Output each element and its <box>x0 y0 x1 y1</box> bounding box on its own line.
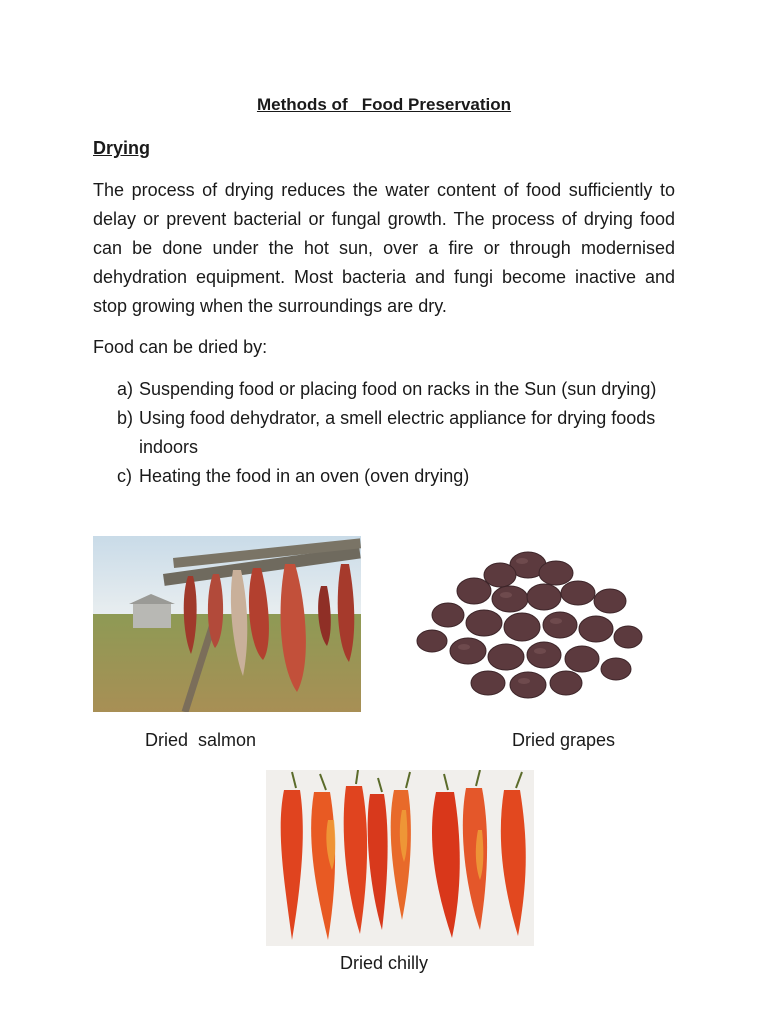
list-item-text: Heating the food in an oven (oven drying) <box>139 466 470 486</box>
dried-chilly-photo <box>266 770 534 946</box>
drying-methods-list <box>117 375 657 491</box>
list-intro: Food can be dried by: <box>93 337 268 357</box>
caption-dried-grapes: Dried grapes <box>512 730 616 750</box>
list-item-text: Using food dehydrator, a smell electric appliance for drying foods indoors <box>139 408 656 457</box>
list-item-text: Suspending food or placing food on racks in the Sun (sun drying) <box>139 379 657 399</box>
body-paragraph: The process of drying reduces the water content of food sufficiently to delay or prevent bacterial or fungal growth. The process of drying food can be done under the hot sun, over a fire or through modernised dehydration equipment. Most bacteria and fungi become inactive and stop growing when the surroundings are dry. <box>93 180 675 316</box>
list-item <box>117 404 657 462</box>
section-heading: Drying <box>93 138 151 158</box>
dried-salmon-photo <box>93 536 361 712</box>
dried-grapes-photo <box>408 545 648 705</box>
caption-dried-salmon: Dried salmon <box>145 730 257 750</box>
list-item <box>117 375 657 404</box>
list-marker: b) <box>117 408 134 428</box>
list-marker: a) <box>117 379 134 399</box>
list-marker: c) <box>117 466 132 486</box>
caption-dried-chilly: Dried chilly <box>340 953 429 973</box>
list-item <box>117 462 657 491</box>
page-title: Methods of Food Preservation <box>256 95 512 114</box>
